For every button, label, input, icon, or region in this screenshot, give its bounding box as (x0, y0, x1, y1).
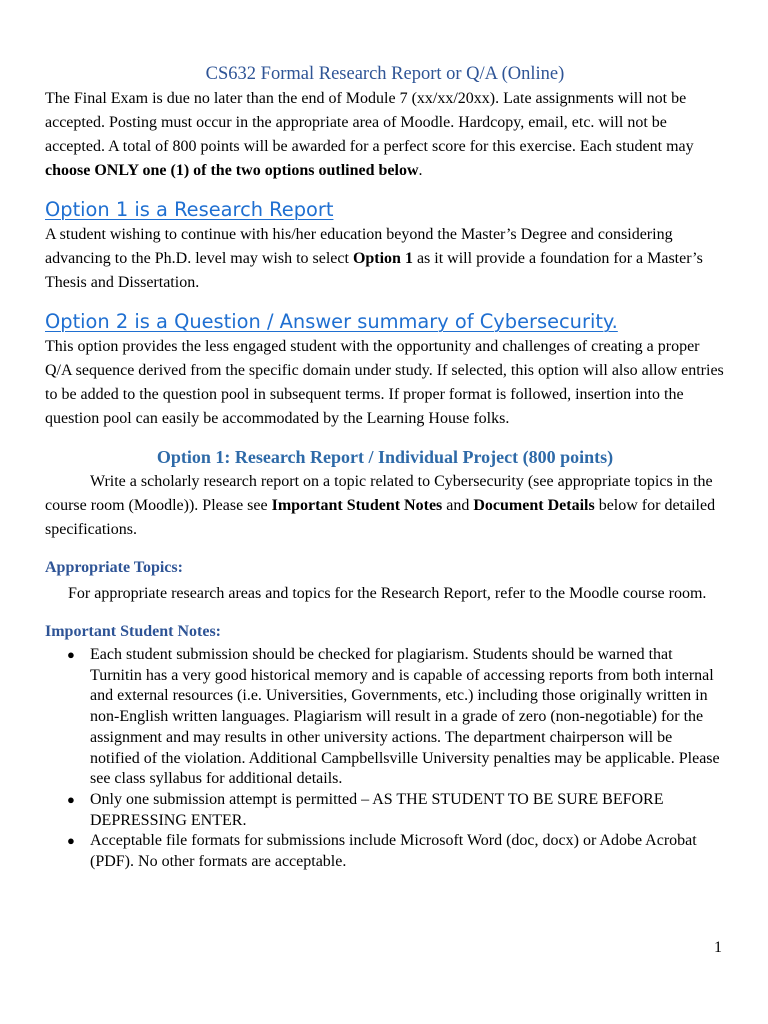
document-page (45, 62, 725, 873)
option2-paragraph: This option provides the less engaged student with the opportunity and challenges of creating a proper Q/A sequence derived from the specific domain under study. If selected, this option will also allow entries to be added to the question pool in subsequent terms. If proper format is followed, insertion into the question pool can easily be accommodated by the Learning House folks. (45, 338, 724, 427)
section1-text-a: Write a scholarly research report on a topic related to Cybersecurity (see appropriate topics in the course room (Moodle)). Please see (45, 473, 713, 514)
bullet-icon: ● (67, 647, 75, 662)
intro-paragraph (45, 87, 725, 183)
option2-heading: Option 2 is a Question / Answer summary of Cybersecurity. (45, 310, 618, 333)
document-title: CS632 Formal Research Report or Q/A (Online) (205, 64, 565, 84)
section1-paragraph (45, 470, 725, 542)
topics-paragraph: For appropriate research areas and topics for the Research Report, refer to the Moodle course room. (68, 585, 707, 602)
intro-bold-text: choose ONLY one (1) of the two options outlined below (45, 162, 419, 179)
bullet-icon: ● (67, 833, 75, 849)
list-item (45, 790, 725, 831)
list-item (45, 831, 725, 872)
option1-paragraph (45, 223, 725, 295)
page-number: 1 (714, 939, 722, 956)
notes-list (45, 645, 725, 873)
option1-heading: Option 1 is a Research Report (45, 198, 334, 221)
topics-heading: Appropriate Topics: (45, 559, 183, 576)
option1-text-b: as it will provide a foundation for a Master’s Thesis and Dissertation. (45, 250, 703, 291)
list-item-text: Only one submission attempt is permitted – AS THE STUDENT TO BE SURE BEFORE DEPRESSING ENTER. (90, 790, 664, 829)
notes-heading: Important Student Notes: (45, 623, 221, 640)
list-item (45, 645, 725, 790)
list-item-text: Acceptable file formats for submissions include Microsoft Word (doc, docx) or Adobe Acrobat (PDF). No other formats are acceptable. (90, 832, 697, 871)
section1-bold-b: Document Details (473, 497, 595, 514)
option1-bold: Option 1 (352, 250, 413, 267)
list-item-text: Each student submission should be checked for plagiarism. Students should be warned that Turnitin has a very good historical memory and is capable of accessing reports from both internal and external resources (i.e. Universities, Governments, etc.) including those originally written in non-English written languages. Plagiarism will result in a grade of zero (non-negotiable) for the assignment and may results in other university actions. The department chairperson will be notified of the violation. Additional Campbellsville University penalties may be applicable. Please see class syllabus for additional details. (90, 646, 720, 788)
section1-text-c: below for detailed specifications. (45, 497, 716, 538)
intro-end: . (418, 162, 423, 179)
section1-title: Option 1: Research Report / Individual Project (800 points) (156, 447, 614, 467)
intro-text: The Final Exam is due no later than the end of Module 7 (xx/xx/20xx). Late assignments will not be accepted. Posting must occur in the appropriate area of Moodle. Hardcopy, email, etc. will not be accepted. A total of 800 points will be awarded for a perfect score for this exercise. Each student may (45, 90, 694, 155)
bullet-icon: ● (67, 791, 75, 807)
section1-text-b: and (442, 497, 474, 514)
section1-bold-a: Important Student Notes (271, 497, 443, 514)
option1-text-a: A student wishing to continue with his/her education beyond the Master’s Degree and considering advancing to the Ph.D. level may wish to select (45, 226, 673, 267)
